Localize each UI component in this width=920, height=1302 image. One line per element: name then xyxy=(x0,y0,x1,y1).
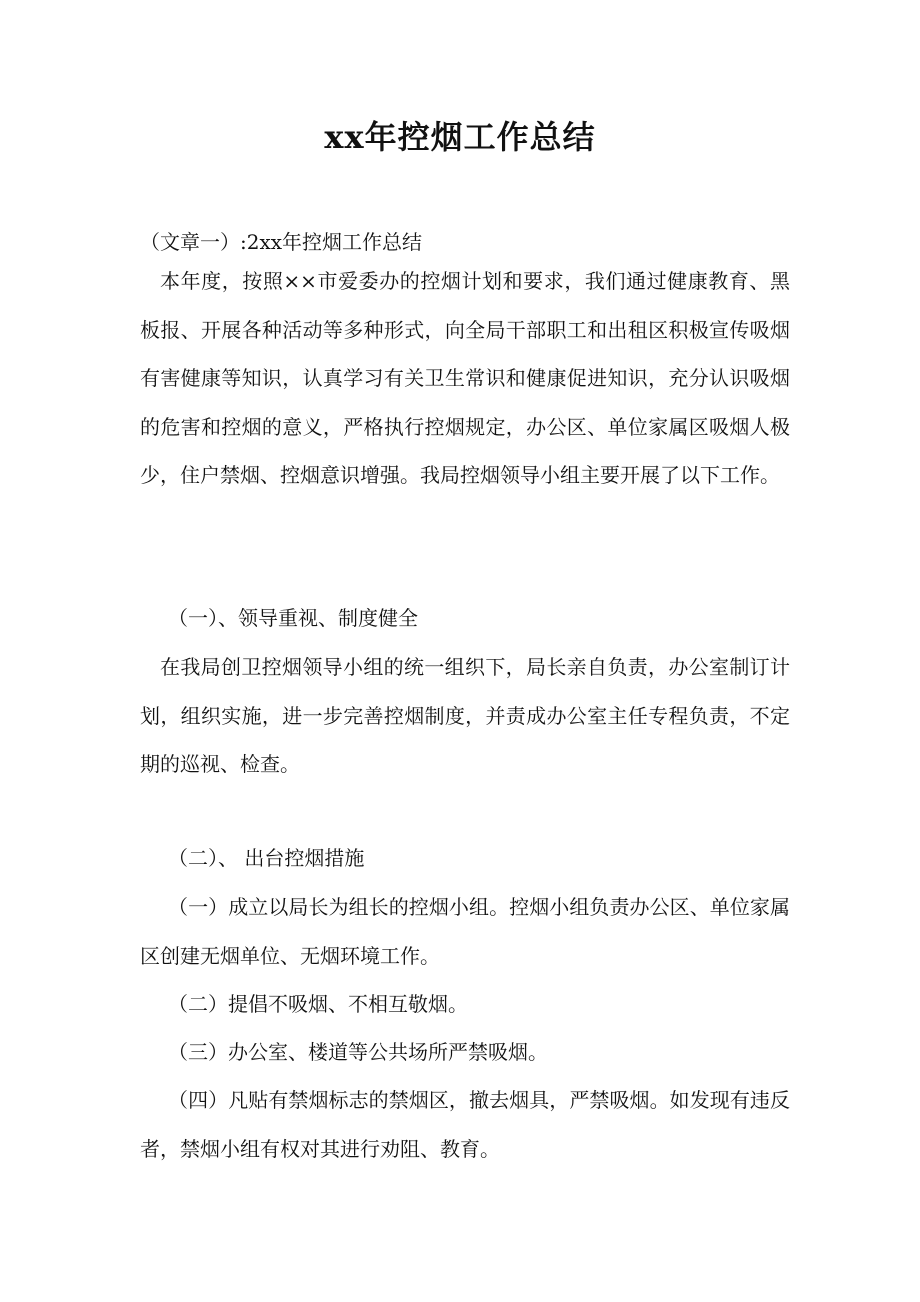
section-1-heading: （一）、领导重视、制度健全 xyxy=(168,606,418,630)
section-1-paragraph: 在我局创卫控烟领导小组的统一组织下，局长亲自负责，办公室制订计划，组织实施，进一步完善控烟制度，并责成办公室主任专程负责，不定期的巡视、检查。 xyxy=(140,655,790,776)
document-title: xx年控烟工作总结 xyxy=(324,118,596,156)
intro-paragraph: 本年度，按照××市爱委办的控烟计划和要求，我们通过健康教育、黑板报、开展各种活动等多种形式，向全局干部职工和出租区积极宣传吸烟有害健康等知识，认真学习有关卫生常识和健康促进知识，充分认识吸烟的危害和控烟的意义，严格执行控烟规定，办公区、单位家属区吸烟人极少，住户禁烟、控烟意识增强。我局控烟领导小组主要开展了以下工作。 xyxy=(140,269,790,487)
measure-2: （二）提倡不吸烟、不相互敬烟。 xyxy=(168,992,468,1016)
measure-4: （四）凡贴有禁烟标志的禁烟区，撤去烟具，严禁吸烟。如发现有违反者，禁烟小组有权对其进行劝阻、教育。 xyxy=(140,1088,790,1161)
measure-1: （一）成立以局长为组长的控烟小组。控烟小组负责办公区、单位家属区创建无烟单位、无烟环境工作。 xyxy=(140,895,790,968)
article-subtitle: （文章一）:2xx年控烟工作总结 xyxy=(140,230,423,254)
measure-3: （三）办公室、楼道等公共场所严禁吸烟。 xyxy=(168,1040,548,1064)
section-2-heading: （二）、 出台控烟措施 xyxy=(168,846,365,870)
